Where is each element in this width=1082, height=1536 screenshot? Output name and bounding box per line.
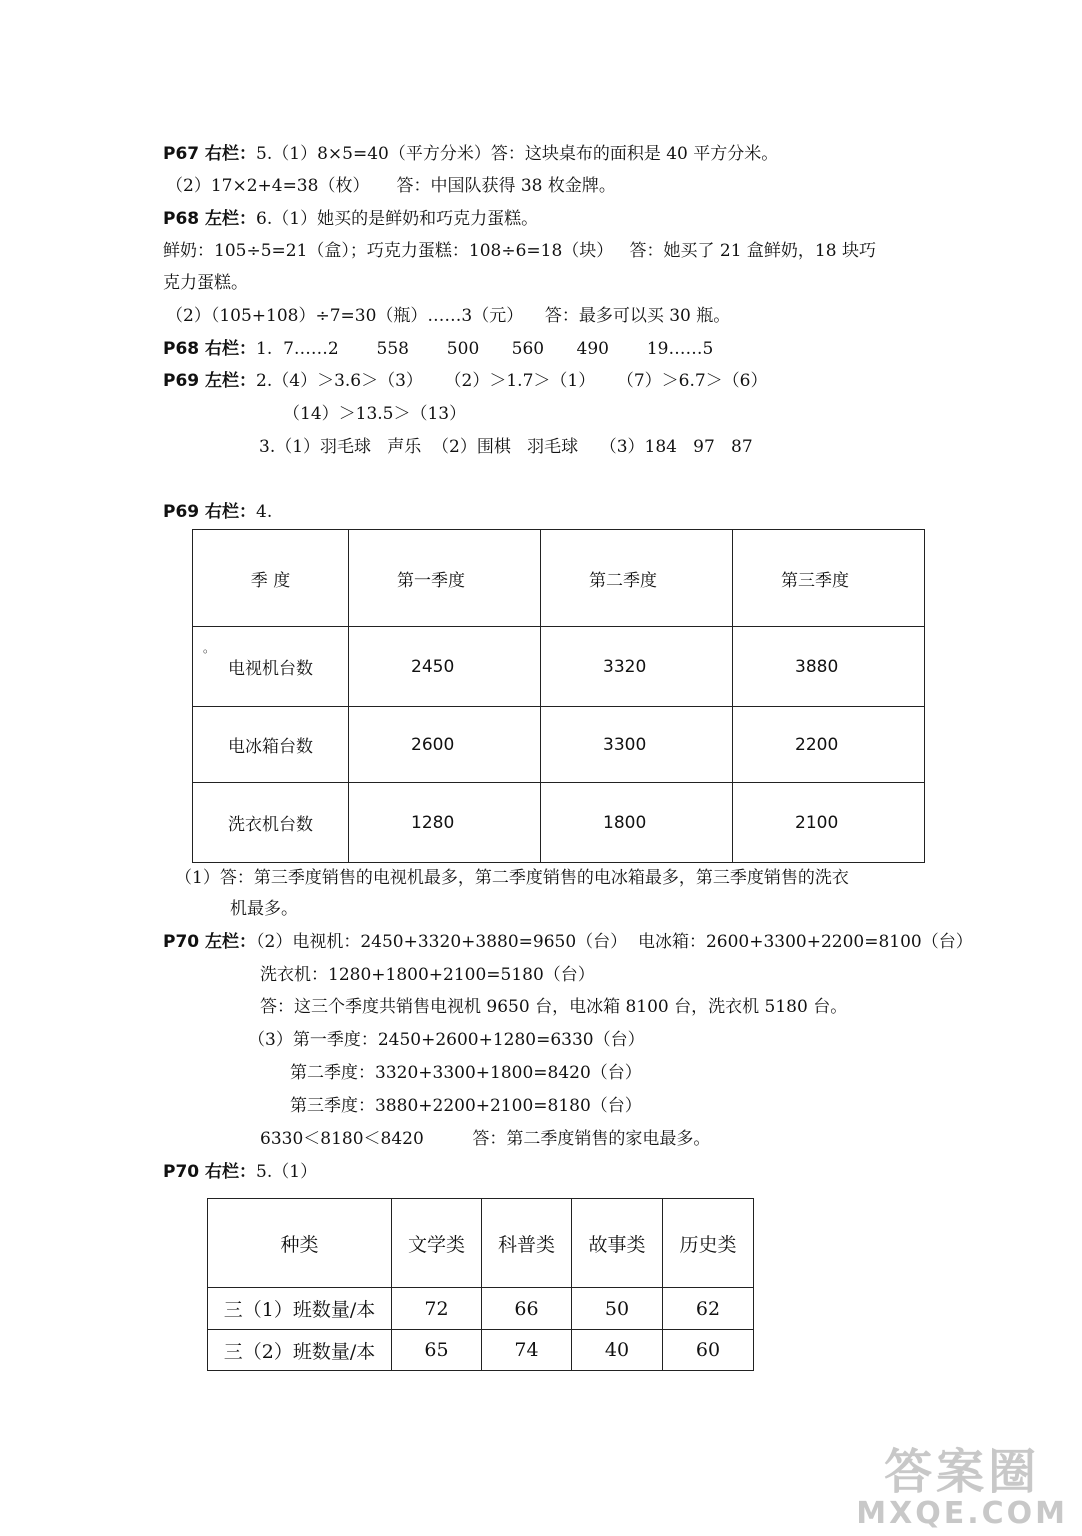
answer-text: 6.（1）她买的是鲜奶和巧克力蛋糕。 <box>256 209 539 229</box>
answer-line <box>260 964 595 986</box>
table-header-cell: 文学类 <box>392 1199 482 1288</box>
answer-line <box>163 272 248 294</box>
answer-line <box>166 305 730 327</box>
sales-table <box>192 529 925 863</box>
answer-text: （2）电视机：2450+3320+3880=9650（台） 电冰箱：2600+3300+2200=8100（台） <box>256 932 973 952</box>
section-label: P69 右栏： <box>163 502 257 522</box>
answer-text: 答：这三个季度共销售电视机 9650 台，电冰箱 8100 台，洗衣机 5180 台。 <box>260 997 848 1017</box>
answer-text: 2.（4）＞3.6＞（3） （2）＞1.7＞（1） （7）＞6.7＞（6） <box>256 371 768 391</box>
answer-line <box>166 175 616 197</box>
answer-line <box>175 867 849 889</box>
answer-line <box>163 1161 317 1183</box>
table-cell: 60 <box>663 1330 754 1371</box>
table-header-row <box>208 1199 754 1288</box>
answer-text: 克力蛋糕。 <box>163 273 248 293</box>
answer-line <box>248 1029 645 1051</box>
table-header-cell: 种类 <box>208 1199 392 1288</box>
section-label: P68 左栏： <box>163 209 257 229</box>
table-cell: 1280 <box>349 783 541 863</box>
answer-line <box>163 143 778 165</box>
section-label: P67 右栏： <box>163 144 257 164</box>
table-row <box>208 1288 754 1330</box>
row-label: 电视机台数 <box>228 659 313 679</box>
section-label: P69 左栏： <box>163 371 257 391</box>
watermark-url: MXQE.COM <box>856 1496 1068 1531</box>
table-row <box>193 783 925 863</box>
table-header-cell: 季 度 <box>193 530 349 627</box>
answer-text: （2）17×2+4=38（枚） 答：中国队获得 38 枚金牌。 <box>166 176 616 196</box>
answer-line <box>163 240 876 262</box>
answer-text: 5.（1） <box>256 1162 318 1182</box>
table-cell: 2450 <box>349 627 541 707</box>
answer-line <box>290 1095 642 1117</box>
table-cell: 3300 <box>541 707 733 783</box>
answer-text: 第二季度：3320+3300+1800=8420（台） <box>290 1063 642 1083</box>
answer-line <box>230 898 298 920</box>
answer-line <box>260 1128 710 1150</box>
answer-text: （14）＞13.5＞（13） <box>283 404 467 424</box>
answer-text: 机最多。 <box>230 899 298 919</box>
table-header-cell: 科普类 <box>482 1199 572 1288</box>
answer-text: 鲜奶：105÷5=21（盒）；巧克力蛋糕：108÷6=18（块） 答：她买了 21 盒鲜奶，18 块巧 <box>163 241 876 261</box>
table-header-row <box>193 530 925 627</box>
table-cell: 50 <box>572 1288 663 1330</box>
answer-text: 第三季度：3880+2200+2100=8180（台） <box>290 1096 642 1116</box>
answer-text: 5.（1）8×5=40（平方分米）答：这块桌布的面积是 40 平方分米。 <box>256 144 779 164</box>
row-label-cell <box>193 627 349 707</box>
section-label: P68 右栏： <box>163 339 257 359</box>
table-row <box>193 707 925 783</box>
table-row <box>193 627 925 707</box>
row-label-cell: 洗衣机台数 <box>193 783 349 863</box>
answer-text: 1. 7……2 558 500 560 490 19……5 <box>256 339 714 359</box>
watermark <box>856 1446 1068 1530</box>
table-cell: 3320 <box>541 627 733 707</box>
table-cell: 62 <box>663 1288 754 1330</box>
table-header-cell: 第一季度 <box>349 530 541 627</box>
table-cell: 72 <box>392 1288 482 1330</box>
answer-line <box>163 338 713 360</box>
section-label: P70 右栏： <box>163 1162 257 1182</box>
table-cell: 65 <box>392 1330 482 1371</box>
answer-text: （2）（105+108）÷7=30（瓶）……3（元） 答：最多可以买 30 瓶。 <box>166 306 731 326</box>
answer-line <box>163 370 768 392</box>
table-header-cell: 第三季度 <box>733 530 925 627</box>
table-cell: 3880 <box>733 627 925 707</box>
answer-text: 6330＜8180＜8420 答：第二季度销售的家电最多。 <box>260 1129 711 1149</box>
table-cell: 66 <box>482 1288 572 1330</box>
table-cell: 1800 <box>541 783 733 863</box>
table-cell: 2600 <box>349 707 541 783</box>
answer-line <box>260 996 847 1018</box>
answer-line <box>290 1062 642 1084</box>
table-header-cell: 历史类 <box>663 1199 754 1288</box>
answer-line <box>163 501 272 523</box>
books-table <box>207 1198 754 1371</box>
answer-line <box>283 403 466 425</box>
row-label-cell: 电冰箱台数 <box>193 707 349 783</box>
section-label: P70 左栏： <box>163 932 257 952</box>
answer-text: 3.（1）羽毛球 声乐 （2）围棋 羽毛球 （3）184 97 87 <box>259 437 753 457</box>
answer-text: 洗衣机：1280+1800+2100=5180（台） <box>260 965 595 985</box>
answer-text: （3）第一季度：2450+2600+1280=6330（台） <box>248 1030 645 1050</box>
answer-line <box>259 436 753 458</box>
row-label-cell: 三（1）班数量/本 <box>208 1288 392 1330</box>
watermark-title: 答案圈 <box>884 1444 1041 1500</box>
answer-line <box>163 208 538 230</box>
row-label-cell: 三（2）班数量/本 <box>208 1330 392 1371</box>
answer-text: 4. <box>256 502 273 522</box>
mark: 。 <box>203 641 216 655</box>
answer-line <box>163 931 973 953</box>
table-cell: 2100 <box>733 783 925 863</box>
table-cell: 2200 <box>733 707 925 783</box>
table-row <box>208 1330 754 1371</box>
answer-text: （1）答：第三季度销售的电视机最多，第二季度销售的电冰箱最多，第三季度销售的洗衣 <box>175 868 849 888</box>
table-cell: 74 <box>482 1330 572 1371</box>
table-cell: 40 <box>572 1330 663 1371</box>
table-header-cell: 第二季度 <box>541 530 733 627</box>
table-header-cell: 故事类 <box>572 1199 663 1288</box>
